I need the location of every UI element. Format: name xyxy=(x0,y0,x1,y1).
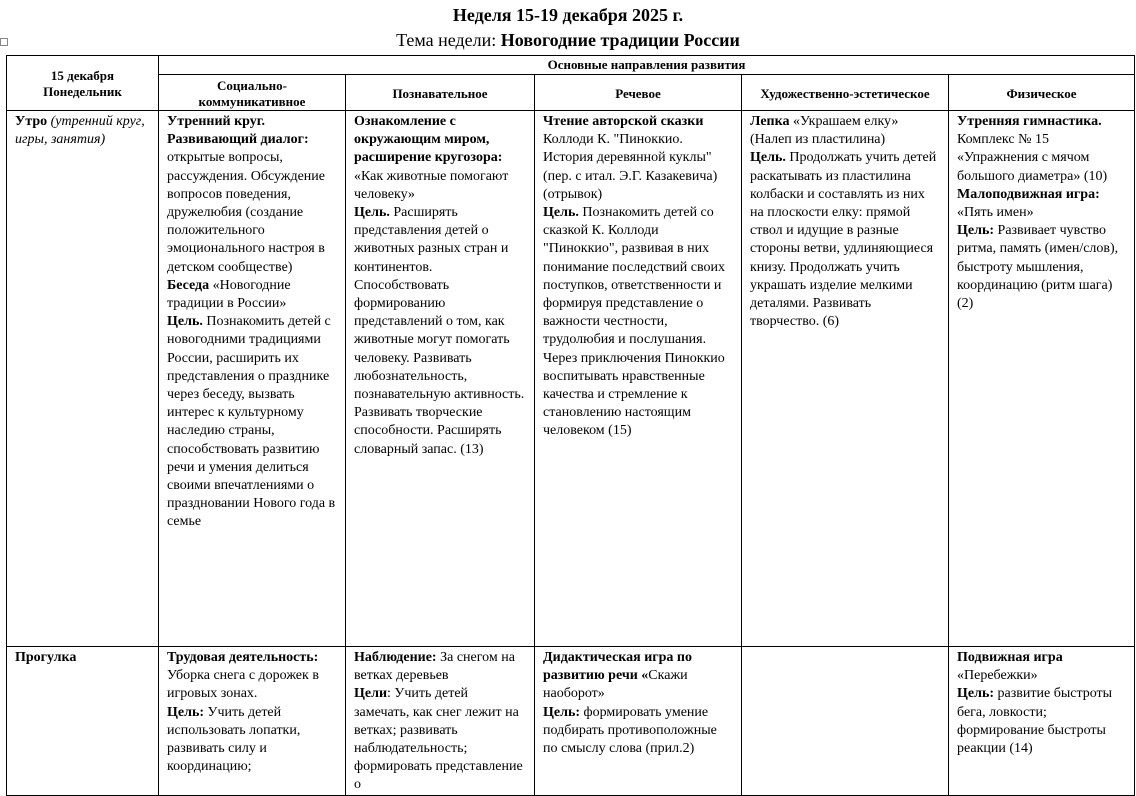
morning-social-heading: Утренний круг. xyxy=(167,114,266,129)
walk-physical-heading: Подвижная игра xyxy=(957,650,1063,665)
morning-art-topic: «Украшаем елку» (Налеп из пластилина) xyxy=(750,114,899,148)
morning-physical-heading: Утренняя гимнастика. xyxy=(957,114,1102,129)
walk-art-cell xyxy=(742,647,949,796)
walk-speech-cell xyxy=(535,647,742,796)
direction-physical: Физическое xyxy=(949,75,1135,111)
morning-cognitive-topic: «Как животные помогают человеку» xyxy=(354,168,509,202)
morning-cognitive-goal-label: Цель. xyxy=(354,205,390,221)
morning-art-cell xyxy=(742,111,949,647)
day-weekday: Понедельник xyxy=(43,84,122,99)
morning-social-goal-label: Цель. xyxy=(167,314,203,330)
direction-speech: Речевое xyxy=(535,75,742,111)
morning-label-cell xyxy=(7,111,159,647)
morning-social-talk-title: «Новогодние традиции в России» xyxy=(167,277,291,312)
morning-social-cell xyxy=(159,111,346,647)
walk-social-heading: Трудовая деятельность: xyxy=(167,650,319,665)
table-row-walk xyxy=(7,647,1135,796)
theme-name: Новогодние традиции России xyxy=(500,30,740,50)
morning-physical-cell xyxy=(949,111,1135,647)
table-row-morning xyxy=(7,111,1135,647)
walk-social-goal-label: Цель: xyxy=(167,704,205,720)
walk-physical-goal-label: Цель: xyxy=(957,686,995,702)
walk-physical-cell xyxy=(949,647,1135,796)
walk-physical-goal-text: развитие быстроты бега, ловкости; формирование быстроты реакции (14) xyxy=(957,686,1113,757)
theme-label: Тема недели: xyxy=(396,30,501,50)
walk-label: Прогулка xyxy=(15,650,77,665)
morning-physical-goal-text: Развивает чувство ритма, память (имен/слов), быстроту мышления, координацию (ритм шага) (2) xyxy=(957,223,1119,312)
directions-header: Основные направления развития xyxy=(159,56,1135,75)
morning-art-goal-label: Цель. xyxy=(750,150,786,166)
walk-physical-game-title: «Перебежки» xyxy=(957,668,1038,684)
walk-social-cell xyxy=(159,647,346,796)
direction-cognitive: Познавательное xyxy=(346,75,535,111)
walk-speech-game-title: Скажи наоборот» xyxy=(543,668,688,702)
morning-cognitive-heading: Ознакомление с окружающим миром, расширение кругозора: xyxy=(354,114,503,166)
walk-cognitive-cell xyxy=(346,647,535,796)
walk-label-cell xyxy=(7,647,159,796)
walk-speech-goal-label: Цель: xyxy=(543,704,581,720)
day-header xyxy=(7,56,159,111)
day-date: 15 декабря xyxy=(50,68,115,83)
morning-cognitive-goal-text: Расширять представления детей о животных разных стран и континентов. Способствовать формированию представлений о том, как животные могут помогать человеку. Развивать любознательность, познавательную активность. Развивать творческие способности. Расширять словарный запас. (13) xyxy=(354,205,525,457)
morning-speech-goal-label: Цель. xyxy=(543,205,579,221)
morning-physical-game-title: «Пять имен» xyxy=(957,205,1034,221)
morning-social-goal-text: Познакомить детей с новогодними традициями России, расширить их представления о празднике через беседу, вызвать интерес к культурному наследию страны, способствовать развитию речи и умения делиться своими впечатлениями о праздновании Нового года в семье xyxy=(167,314,336,530)
morning-art-heading: Лепка xyxy=(750,114,790,129)
morning-label: Утро xyxy=(15,114,48,129)
morning-note: (утренний круг, игры, занятия) xyxy=(15,114,145,148)
walk-speech-heading: Дидактическая игра по развитию речи « xyxy=(543,650,692,684)
morning-physical-complex: Комплекс № 15 «Упражнения с мячом большого диаметра» (10) xyxy=(957,132,1108,184)
morning-social-dialog-text: открытые вопросы, рассуждения. Обсуждение вопросов поведения, дружелюбия (создание положительного эмоционального настроя в детском сообществе) xyxy=(167,150,325,275)
walk-cognitive-goal-label: Цели xyxy=(354,686,388,702)
morning-speech-goal-text: Познакомить детей со сказкой К. Коллоди "Пиноккио", развивая в них понимание последствий своих поступков, ответственности и формируя представление о важности честности, трудолюбия и послушания. Через приключения Пиноккио воспитывать нравственные качества и стремление к становлению настоящим человеком (15) xyxy=(543,205,725,439)
morning-physical-game-label: Малоподвижная игра: xyxy=(957,186,1100,202)
table-move-handle-icon[interactable] xyxy=(0,38,8,46)
direction-art: Художественно-эстетическое xyxy=(742,75,949,111)
walk-social-task: Уборка снега с дорожек в игровых зонах. xyxy=(167,668,319,702)
morning-physical-goal-label: Цель: xyxy=(957,223,995,239)
morning-cognitive-cell xyxy=(346,111,535,647)
walk-social-goal-text: Учить детей использовать лопатки, развивать силу и координацию; xyxy=(167,704,301,775)
plan-table xyxy=(6,55,1135,796)
morning-speech-heading: Чтение авторской сказки xyxy=(543,114,704,129)
morning-speech-cell xyxy=(535,111,742,647)
walk-cognitive-goal-text: : Учить детей замечать, как снег лежит на ветках; развивать наблюдательность; формировать представление о xyxy=(354,686,523,793)
walk-speech-goal-text: формировать умение подбирать противоположные по смыслу слова (прил.2) xyxy=(543,704,717,757)
walk-cognitive-topic: За снегом на ветках деревьев xyxy=(354,650,515,684)
morning-social-talk-label: Беседа xyxy=(167,277,210,293)
week-theme xyxy=(0,29,1136,51)
morning-social-dialog-label: Развивающий диалог: xyxy=(167,132,309,148)
walk-cognitive-heading: Наблюдение: xyxy=(354,650,437,665)
morning-art-goal-text: Продолжать учить детей раскатывать из пластилина колбаски и составлять из них на плоскости елку: прямой ствол и идущие в разные стороны ветви, удлиняющиеся книзу. Продолжать учить украшать изделие мелкими деталями. Развивать творчество. (6) xyxy=(750,150,937,330)
morning-speech-book: Коллоди К. "Пиноккио. История деревянной куклы" (пер. с итал. Э.Г. Казакевича) (отрывок) xyxy=(543,132,718,202)
direction-social: Социально-коммуникативное xyxy=(159,75,346,111)
week-title: Неделя 15-19 декабря 2025 г. xyxy=(452,5,684,25)
